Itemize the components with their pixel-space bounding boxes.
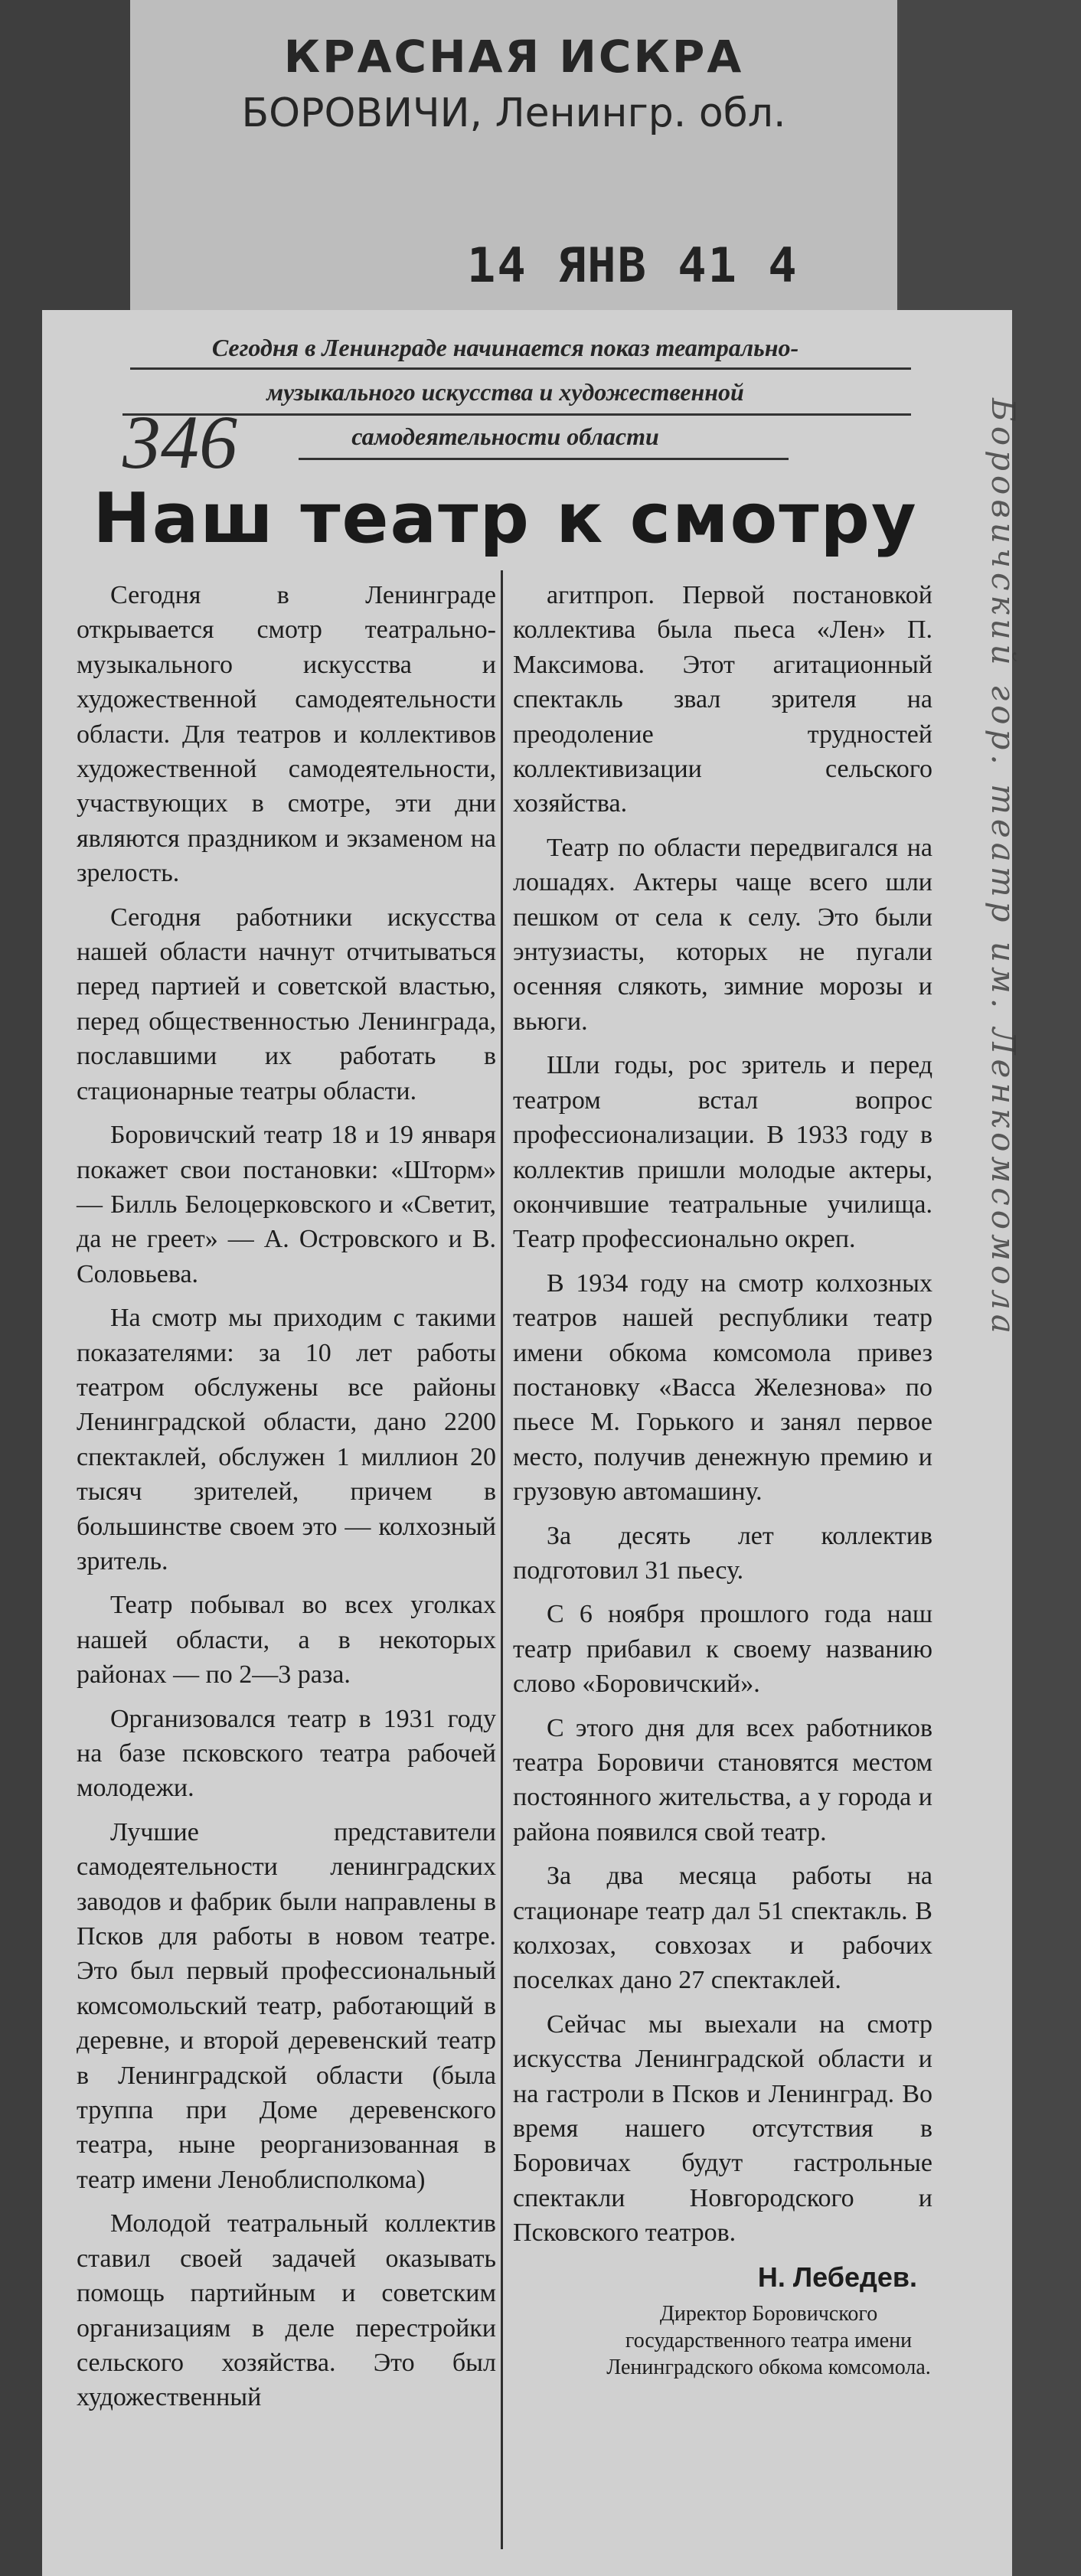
paragraph: Молодой театральный коллектив ставил своей задачей оказывать помощь партийным и советским организациям в деле перестройки сельского хозяйства. Это был художественный: [77, 2209, 496, 2412]
lead-line-2: музыкального искусства и художественной: [266, 378, 744, 406]
article-headline: Наш театр к смотру: [93, 478, 918, 559]
lead-rule-2: [122, 413, 911, 416]
article-column-right: [513, 578, 932, 2381]
paragraph: Организовался театр в 1931 году на базе псковского театра рабочей молодежи.: [77, 1704, 496, 1803]
date-stamp: 14 ЯНВ 41 4: [467, 237, 799, 293]
paragraph: Лучшие представители самодеятельности ленинградских заводов и фабрик были направлены в Псков для работы в новом театре. Это был первый профессиональный комсомольский театр, работающий в деревне, и второй деревенский театр в Ленинградской области (была труппа при Доме деревенского театра, ныне реорганизованная в театр имени Леноблисполкома): [77, 1817, 496, 2194]
lead-rule-1: [130, 367, 911, 370]
newspaper-title: КРАСНАЯ ИСКРА: [283, 31, 744, 83]
article-column-left: [77, 578, 496, 2424]
author-position: Директор Боровичского государственного театра имени Ленинградского обкома комсомола.: [606, 2302, 931, 2380]
paragraph: Боровичский театр 18 и 19 января покажет свои постановки: «Шторм» — Билль Белоцерковского и «Светит, да не греет» — А. Островского и В. Соловьева.: [77, 1121, 496, 1288]
paragraph: С 6 ноября прошлого года наш театр прибавил к своему названию слово «Боровичский».: [513, 1600, 932, 1699]
paragraph: В 1934 году на смотр колхозных театров нашей республики театр имени обкома комсомола привез постановку «Васса Железнова» по пьесе М. Горького и занял первое место, получив денежную премию и грузовую автомашину.: [513, 1268, 932, 1507]
lead-line-3: самодеятельности области: [351, 423, 659, 450]
column-divider: [501, 570, 503, 2549]
paragraph: Театр побывал во всех уголках нашей области, а в некоторых районах — по 2—3 раза.: [77, 1591, 496, 1690]
handwritten-margin-note: Боровичский гор. театр им. Ленкомсомола: [985, 398, 1022, 1338]
paragraph: Сегодня работники искусства нашей области начнут отчитываться перед партией и советской властью, перед общественностью Ленинграда, пославшими их работать в стационарные театры области.: [77, 903, 496, 1105]
paragraph: С этого дня для всех работников театра Боровичи становятся местом постоянного жительства, а у города и района появился свой театр.: [513, 1713, 932, 1846]
paragraph: На смотр мы приходим с такими показателями: за 10 лет работы театром обслужены все районы Ленинградской области, дано 2200 спектаклей, обслужен 1 миллион 20 тысяч зрителей, причем в большинстве своем это — колхозный зритель.: [77, 1304, 496, 1575]
paragraph: За два месяца работы на стационаре театр дал 51 спектакль. В колхозах, совхозах и рабочих поселках дано 27 спектаклей.: [513, 1862, 932, 1995]
paragraph: Шли годы, рос зритель и перед театром встал вопрос профессионализации. В 1933 году в коллектив пришли молодые актеры, окончившие театральные училища. Театр профессионально окреп.: [513, 1051, 932, 1254]
archive-stamp-card: [130, 0, 897, 360]
paragraph: Театр по области передвигался на лошадях. Актеры чаще всего шли пешком от села к селу. Это были энтузиасты, которых не пугали осенняя слякоть, зимние морозы и вьюги.: [513, 833, 932, 1036]
lead-rule-3: [299, 458, 789, 460]
lead-line-1: Сегодня в Ленинграде начинается показ театрально-: [211, 334, 799, 361]
paragraph: агитпроп. Первой постановкой коллектива была пьеса «Лен» П. Максимова. Этот агитационный спектакль звал зрителя на преодоление трудностей коллективизации сельского хозяйства.: [513, 581, 932, 818]
handwritten-number: 346: [122, 400, 237, 485]
paragraph: Сегодня в Ленинграде открывается смотр театрально-музыкального искусства и художественной самодеятельности области. Для театров и коллективов художественной самодеятельности, участвующих в смотре, эти дни являются праздником и экзаменом на зрелость.: [77, 581, 496, 888]
paragraph: Сейчас мы выехали на смотр искусства Ленинградской области и на гастроли в Псков и Ленинград. Во время нашего отсутствия в Боровичах будут гастрольные спектакли Новгородского и Псковского театров.: [513, 2010, 932, 2248]
newspaper-city: БОРОВИЧИ, Ленингр. обл.: [241, 90, 786, 136]
article-author: Н. Лебедев.: [757, 2261, 917, 2293]
paragraph: За десять лет коллектив подготовил 31 пьесу.: [513, 1521, 932, 1585]
